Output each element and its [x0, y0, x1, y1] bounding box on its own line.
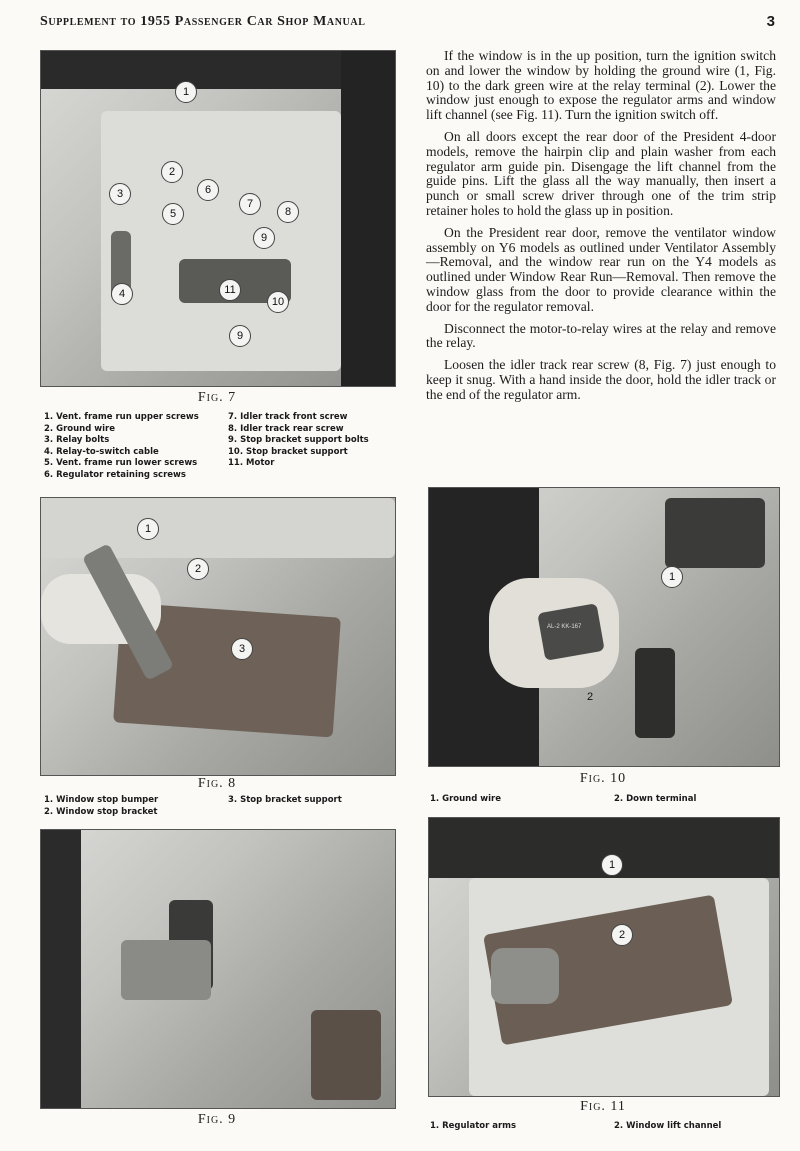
- legend-item: 2. Window stop bracket: [44, 806, 158, 817]
- legend-item: 4. Relay-to-switch cable: [44, 446, 159, 457]
- fig10-callout: 1: [661, 566, 683, 588]
- page-number: 3: [766, 13, 775, 30]
- fig8-callout: 2: [187, 558, 209, 580]
- legend-item: 1. Vent. frame run upper screws: [44, 412, 199, 422]
- paragraph: If the window is in the up position, turn the ignition switch on and lower the window by holding the ground wire (1, Fig. 10) to the dark green wire at the relay terminal (2). Lower the window just enough to expose the regulator arms and window lift channel (see Fig. 11). Turn the ignition switch off.: [426, 48, 776, 123]
- legend-item: 8. Idler track rear screw: [228, 423, 344, 434]
- legend-item: 2. Window lift channel: [614, 1121, 722, 1131]
- fig8-legend-right: [228, 795, 342, 807]
- legend-item: 1. Regulator arms: [430, 1121, 517, 1131]
- fig8-photo: [40, 497, 396, 776]
- fig8-callout: 1: [137, 518, 159, 540]
- legend-item: 2. Ground wire: [44, 423, 115, 434]
- legend-item: 10. Stop bracket support: [228, 446, 348, 457]
- fig11-legend-left: [430, 1121, 516, 1133]
- legend-item: 11. Motor: [228, 458, 275, 468]
- fig10-caption: Fig. 10: [579, 771, 627, 786]
- fig7-callout: 2: [161, 161, 183, 183]
- legend-item: 2. Down terminal: [614, 794, 697, 804]
- fig7-callout: 1: [175, 81, 197, 103]
- fig7-callout: 3: [109, 183, 131, 205]
- body-text: [426, 49, 776, 410]
- fig8-caption: Fig. 8: [197, 776, 237, 791]
- fig10-callout: 2: [586, 691, 594, 703]
- fig8-legend-left: [44, 795, 158, 818]
- fig7-callout: 11: [219, 279, 241, 301]
- fig7-callout: 10: [267, 291, 289, 313]
- fig9-caption: Fig. 9: [197, 1112, 237, 1127]
- fig7-legend-left: [44, 412, 199, 481]
- legend-item: 3. Stop bracket support: [228, 795, 342, 805]
- legend-item: 1. Ground wire: [430, 794, 501, 804]
- legend-item: 3. Relay bolts: [44, 435, 110, 445]
- fig10-legend-left: [430, 794, 501, 806]
- fig11-callout: 2: [611, 924, 633, 946]
- fig8-callout: 3: [231, 638, 253, 660]
- fig7-callout: 7: [239, 193, 261, 215]
- relay-label: AL-2 KK-167: [547, 624, 582, 630]
- fig7-legend-right: [228, 412, 369, 470]
- manual-title: Supplement to 1955 Passenger Car Shop Manual: [40, 14, 366, 29]
- fig10-legend-right: [614, 794, 696, 806]
- fig11-caption: Fig. 11: [580, 1099, 626, 1114]
- legend-item: 6. Regulator retaining screws: [44, 469, 186, 480]
- paragraph: Disconnect the motor-to-relay wires at the relay and remove the relay.: [426, 320, 776, 351]
- page-header: [40, 10, 775, 34]
- legend-item: 9. Stop bracket support bolts: [228, 435, 369, 445]
- fig10-photo: [428, 487, 780, 767]
- fig7-caption: Fig. 7: [197, 390, 237, 405]
- fig11-legend-right: [614, 1121, 721, 1133]
- fig7-callout: 9: [253, 227, 275, 249]
- paragraph: On the President rear door, remove the ventilator window assembly on Y6 models as outlined under Ventilator Assembly—Removal, and the window rear run on the Y4 models as outlined under Window Rear Run—Removal. Then remove the window glass from the door to provide clearance within the door for the regulator removal.: [426, 224, 776, 314]
- fig11-photo: [428, 817, 780, 1097]
- fig11-callout: 1: [601, 854, 623, 876]
- fig7-photo: [40, 50, 396, 387]
- fig7-callout: 8: [277, 201, 299, 223]
- fig7-callout: 9: [229, 325, 251, 347]
- legend-item: 7. Idler track front screw: [228, 412, 348, 422]
- paragraph: Loosen the idler track rear screw (8, Fig. 7) just enough to keep it snug. With a hand inside the door, hold the idler track or the end of the regulator arm.: [426, 357, 776, 402]
- paragraph: On all doors except the rear door of the President 4-door models, remove the hairpin clip and plain washer from each regulator arm guide pin. Disengage the lift channel from the guide pins. Lift the glass all the way manually, then insert a punch or small screw driver through one of the trim strip retainer holes to hold the glass up in position.: [426, 128, 776, 218]
- fig7-callout: 4: [111, 283, 133, 305]
- legend-item: 1. Window stop bumper: [44, 795, 159, 805]
- legend-item: 5. Vent. frame run lower screws: [44, 458, 198, 468]
- fig9-photo: [40, 829, 396, 1109]
- fig7-callout: 5: [162, 203, 184, 225]
- fig7-callout: 6: [197, 179, 219, 201]
